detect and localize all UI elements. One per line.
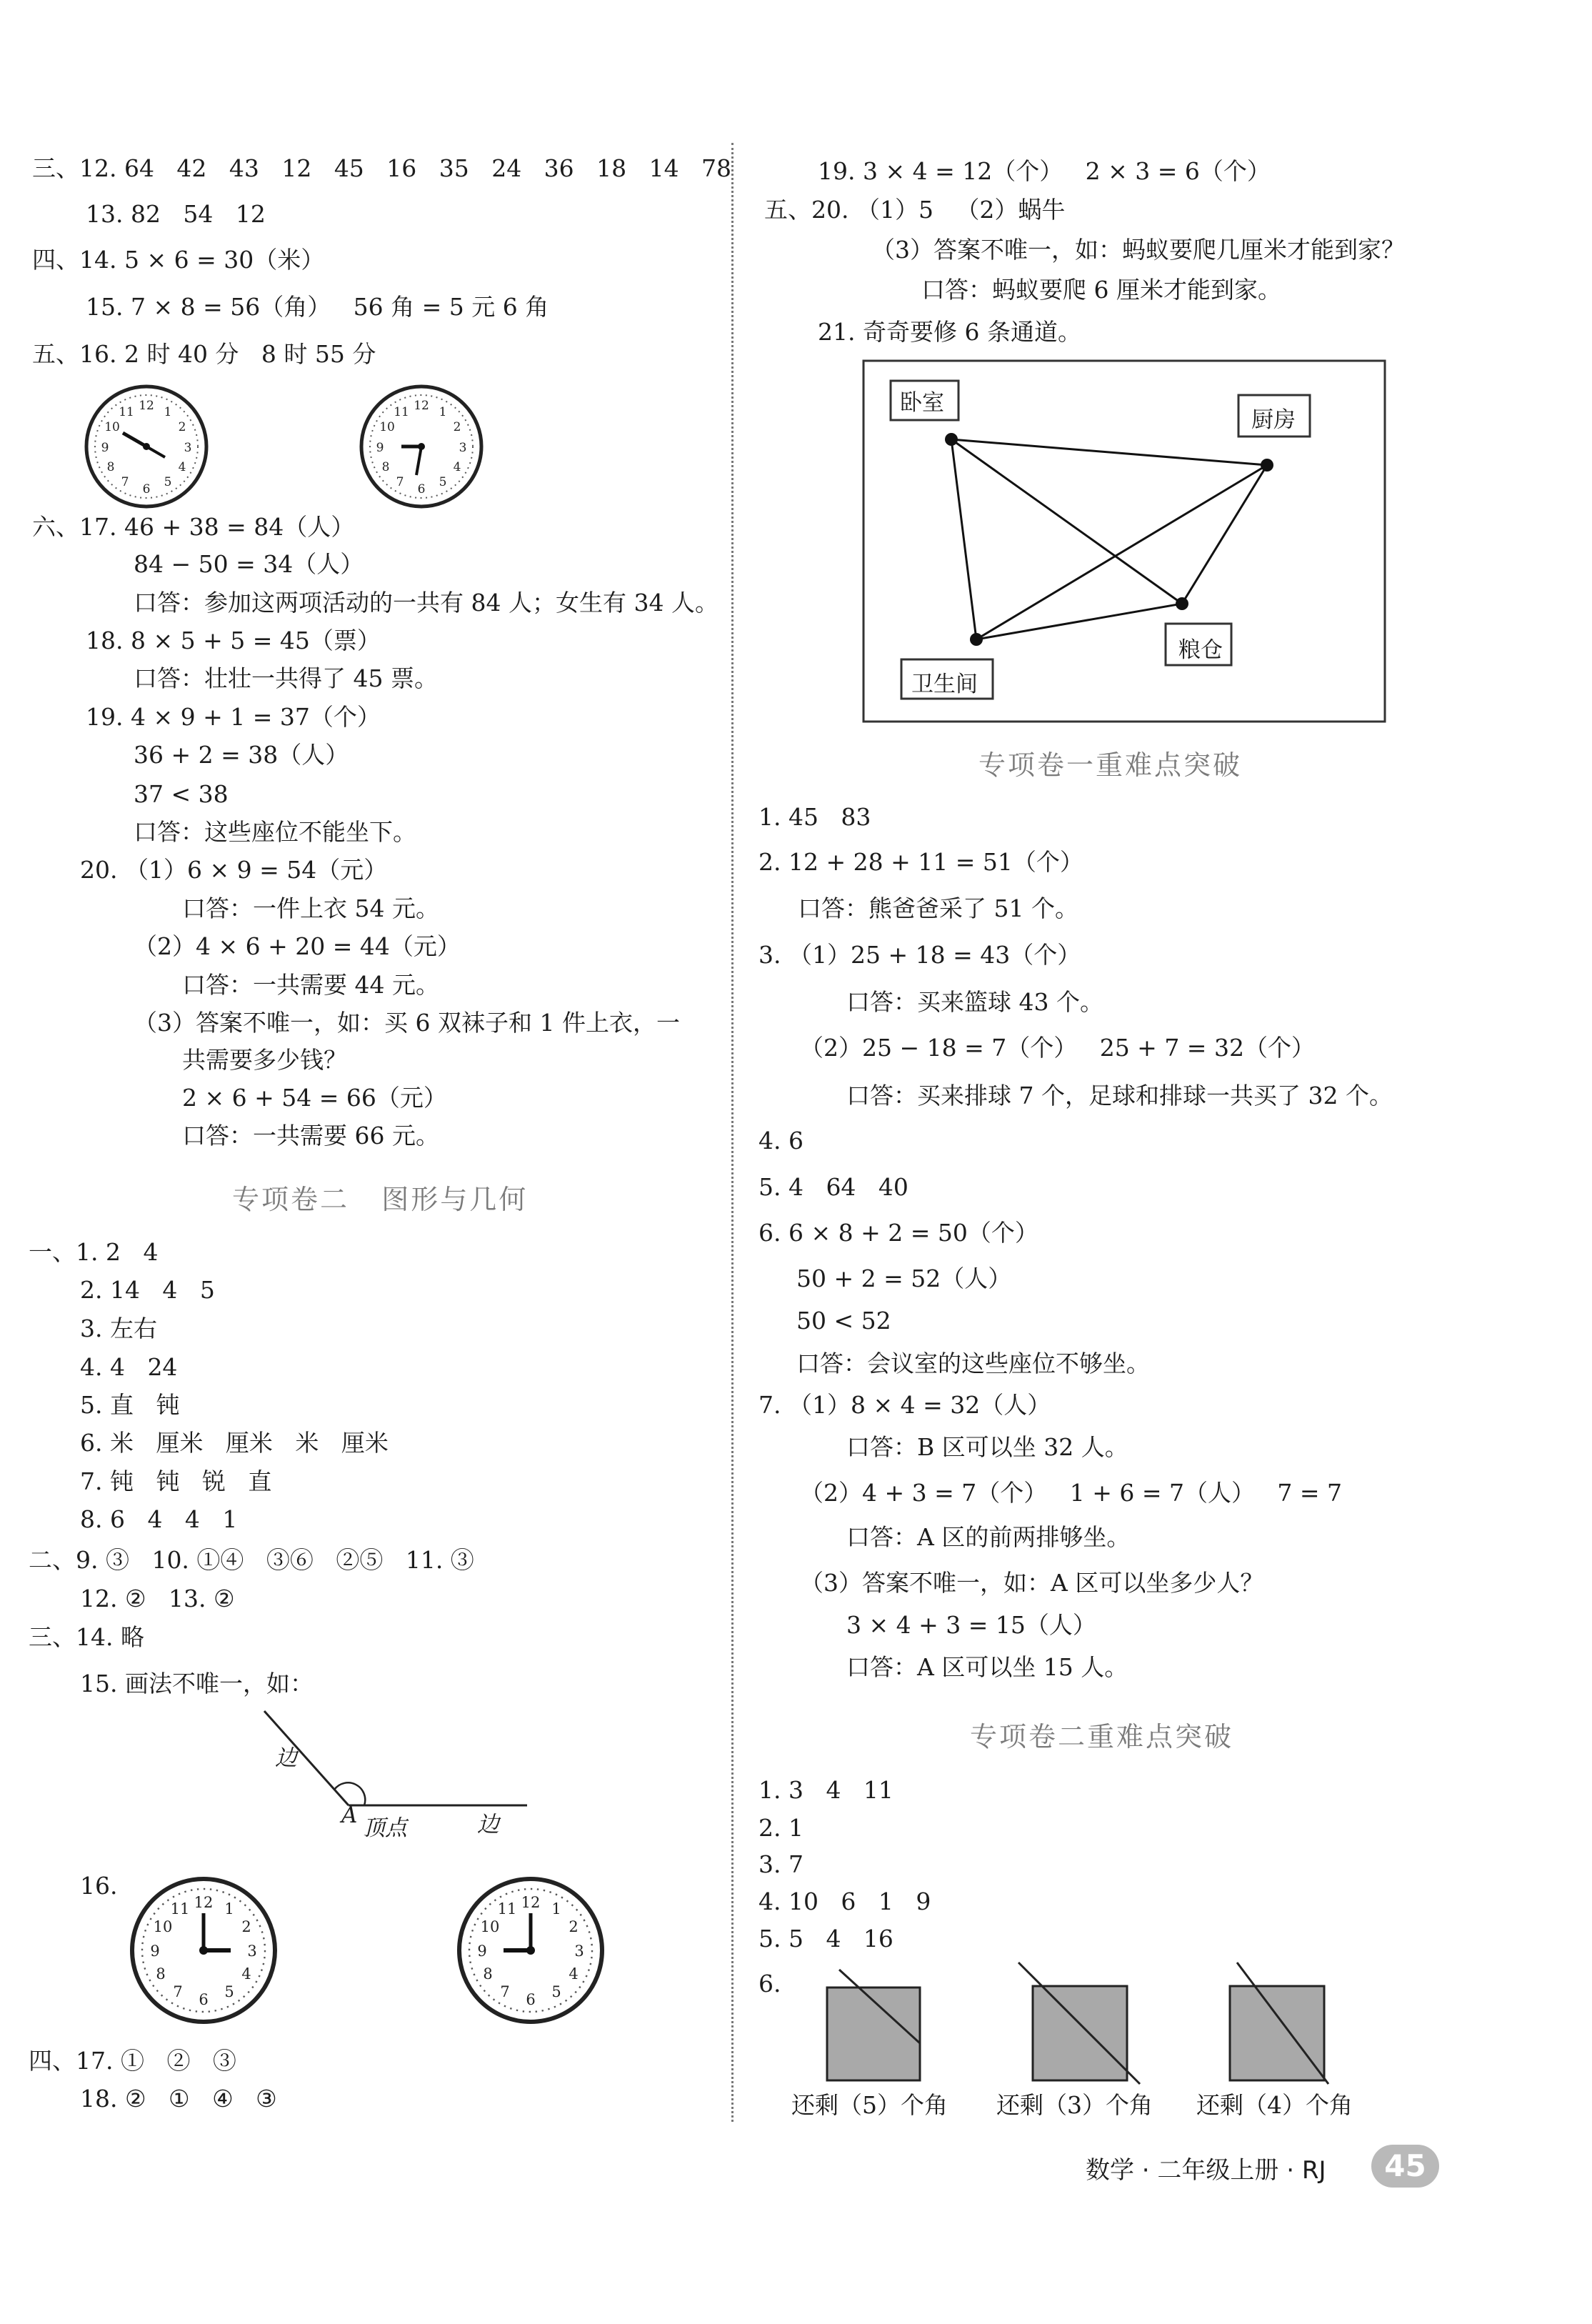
answer-line: 六、17. 46 + 38 = 84（人） (32, 513, 355, 541)
svg-text:11: 11 (119, 405, 134, 419)
svg-text:3: 3 (459, 441, 467, 455)
answer-line: 5. 4 64 40 (759, 1173, 908, 1201)
answer-line: 2. 14 4 5 (80, 1276, 215, 1304)
answer-line: 口答：一共需要 44 元。 (182, 971, 439, 999)
svg-text:3: 3 (574, 1943, 584, 1960)
answer-line: 口答：会议室的这些座位不够坐。 (796, 1350, 1150, 1377)
svg-text:8: 8 (156, 1965, 166, 1983)
answer-line: 3 × 4 + 3 = 15（人） (846, 1611, 1096, 1639)
svg-text:9: 9 (376, 441, 384, 455)
cut-square-diagram-1 (814, 1959, 921, 2088)
answer-line: 50 < 52 (796, 1307, 891, 1335)
clock-icon-3-00 (129, 1875, 279, 2025)
svg-text:4: 4 (569, 1965, 579, 1983)
angle-vertex-letter: A (341, 1802, 358, 1828)
svg-text:10: 10 (104, 420, 120, 434)
svg-text:8: 8 (381, 460, 390, 474)
answer-line: 2. 12 + 28 + 11 = 51（个） (759, 848, 1083, 876)
answer-line: 36 + 2 = 38（人） (134, 741, 349, 769)
answer-line: 19. 3 × 4 = 12（个） 2 × 3 = 6（个） (818, 157, 1271, 185)
answer-line: 口答：熊爸爸采了 51 个。 (798, 894, 1078, 922)
column-divider (731, 143, 734, 2122)
answer-line: 13. 82 54 12 (86, 200, 266, 228)
answer-line: 口答：一共需要 66 元。 (182, 1122, 439, 1149)
answer-line: 口答：壮壮一共得了 45 票。 (134, 664, 438, 692)
answer-line: 15. 画法不唯一，如： (80, 1670, 314, 1697)
svg-text:12: 12 (194, 1894, 214, 1911)
answer-line: （2）4 × 6 + 20 = 44（元） (134, 932, 461, 960)
answer-line: （2）4 + 3 = 7（个） 1 + 6 = 7（人） 7 = 7 (800, 1479, 1343, 1507)
answer-line: 5. 5 4 16 (759, 1925, 893, 1953)
answer-line: 1. 3 4 11 (759, 1776, 893, 1804)
answer-line: 三、14. 略 (29, 1623, 144, 1651)
answer-line: 7. 钝 钝 锐 直 (80, 1467, 272, 1495)
answer-line: 7. （1）8 × 4 = 32（人） (759, 1391, 1051, 1419)
answer-line: 口答：蚂蚁要爬 6 厘米才能到家。 (921, 276, 1281, 304)
svg-text:7: 7 (500, 1983, 510, 2000)
answer-line: 口答：一件上衣 54 元。 (182, 894, 439, 922)
svg-text:1: 1 (224, 1900, 234, 1917)
svg-text:4: 4 (241, 1965, 251, 1983)
svg-text:2: 2 (569, 1918, 579, 1935)
room-label-kitchen: 厨房 (1251, 407, 1296, 433)
answer-line: 一、1. 2 4 (29, 1238, 159, 1266)
angle-vertex-label: 顶点 (363, 1815, 407, 1841)
svg-text:2: 2 (453, 420, 461, 434)
answer-line: 12. ② 13. ② (80, 1585, 235, 1612)
answer-line: 口答：A 区可以坐 15 人。 (846, 1653, 1128, 1681)
square-caption: 还剩（5）个角 (791, 2091, 948, 2119)
answer-line: 4. 10 6 1 9 (759, 1887, 931, 1915)
svg-text:10: 10 (153, 1918, 173, 1935)
answer-line: 37 < 38 (134, 780, 229, 808)
svg-text:6: 6 (526, 1991, 536, 2008)
answer-line: （3）答案不唯一，如：A 区可以坐多少人？ (800, 1569, 1264, 1597)
answer-line: 三、12. 64 42 43 12 45 16 35 24 36 18 14 78 (32, 154, 732, 182)
room-label-bedroom: 卧室 (900, 390, 944, 416)
answer-line: 口答：买来篮球 43 个。 (846, 988, 1103, 1016)
svg-text:11: 11 (497, 1900, 517, 1917)
svg-text:5: 5 (551, 1983, 561, 2000)
clock-icon-9-00 (456, 1875, 606, 2025)
svg-text:9: 9 (101, 441, 109, 455)
svg-text:3: 3 (247, 1943, 257, 1960)
clock-icon-2-40 (82, 382, 211, 511)
answer-line: 18. ② ① ④ ③ (80, 2085, 277, 2113)
answer-line: 1. 45 83 (759, 803, 871, 831)
answer-line: （2）25 − 18 = 7（个） 25 + 7 = 32（个） (800, 1034, 1315, 1062)
svg-text:8: 8 (483, 1965, 493, 1983)
answer-line: 3. （1）25 + 18 = 43（个） (759, 941, 1081, 969)
svg-text:9: 9 (150, 1943, 160, 1960)
answer-line: 18. 8 × 5 + 5 = 45（票） (86, 627, 381, 654)
svg-text:5: 5 (224, 1983, 234, 2000)
svg-text:10: 10 (379, 420, 395, 434)
answer-line: 84 − 50 = 34（人） (134, 550, 364, 578)
svg-text:6: 6 (417, 482, 426, 497)
section-title: 专项卷一重难点突破 (978, 749, 1243, 781)
svg-text:7: 7 (121, 475, 129, 489)
square-caption: 还剩（3）个角 (996, 2091, 1153, 2119)
room-label-granary: 粮仓 (1178, 637, 1223, 663)
answer-line: 8. 6 4 4 1 (80, 1505, 238, 1533)
svg-text:7: 7 (173, 1983, 183, 2000)
svg-text:2: 2 (241, 1918, 251, 1935)
answer-line: 四、17. ① ② ③ (29, 2047, 236, 2075)
svg-text:1: 1 (164, 405, 172, 419)
answer-line: 6. 6 × 8 + 2 = 50（个） (759, 1219, 1038, 1247)
answer-line: 2 × 6 + 54 = 66（元） (182, 1084, 447, 1112)
svg-text:10: 10 (480, 1918, 500, 1935)
svg-text:6: 6 (142, 482, 151, 497)
svg-text:8: 8 (106, 460, 115, 474)
clock-icon-8-55 (357, 382, 486, 511)
answer-line: 19. 4 × 9 + 1 = 37（个） (86, 703, 381, 731)
answer-line: 4. 6 (759, 1127, 803, 1154)
answer-line: 5. 直 钝 (80, 1391, 180, 1419)
answer-line: 15. 7 × 8 = 56（角） 56 角 = 5 元 6 角 (86, 293, 549, 321)
room-label-bathroom: 卫生间 (911, 672, 978, 697)
answer-line: 21. 奇奇要修 6 条通道。 (818, 318, 1081, 346)
answer-line: 3. 7 (759, 1850, 803, 1878)
answer-line: 16. (80, 1872, 118, 1900)
angle-edge-label: 边 (477, 1812, 499, 1837)
answer-line: 4. 4 24 (80, 1353, 178, 1381)
answer-line: 五、16. 2 时 40 分 8 时 55 分 (32, 340, 376, 368)
answer-line: 五、20. （1）5 （2）蜗牛 (764, 196, 1066, 224)
answer-line: 6. (759, 1970, 781, 1998)
answer-line: 四、14. 5 × 6 = 30（米） (32, 246, 325, 274)
cut-square-diagram-2 (1006, 1959, 1141, 2088)
page-number-badge: 45 (1371, 2145, 1439, 2188)
section-title: 专项卷二重难点突破 (970, 1721, 1234, 1752)
svg-text:1: 1 (551, 1900, 561, 1917)
svg-text:11: 11 (170, 1900, 190, 1917)
answer-line: 共需要多少钱？ (182, 1046, 347, 1074)
svg-text:4: 4 (453, 460, 461, 474)
answer-line: （3）答案不唯一，如：蚂蚁要爬几厘米才能到家？ (871, 236, 1405, 264)
svg-text:2: 2 (178, 420, 186, 434)
angle-edge-label: 边 (275, 1745, 297, 1771)
svg-text:1: 1 (439, 405, 447, 419)
svg-text:12: 12 (521, 1894, 541, 1911)
svg-text:9: 9 (477, 1943, 487, 1960)
answer-line: 口答：B 区可以坐 32 人。 (846, 1433, 1128, 1461)
svg-text:12: 12 (139, 399, 154, 413)
section-title: 专项卷二 图形与几何 (232, 1184, 529, 1215)
answer-line: 3. 左右 (80, 1315, 157, 1342)
answer-line: 50 + 2 = 52（人） (796, 1265, 1012, 1292)
answer-line: 2. 1 (759, 1814, 803, 1842)
svg-text:4: 4 (178, 460, 186, 474)
answer-line: 二、9. ③ 10. ①④ ③⑥ ②⑤ 11. ③ (29, 1546, 474, 1574)
footer-book-info: 数学 · 二年级上册 · RJ (1086, 2156, 1326, 2185)
answer-line: 口答：参加这两项活动的一共有 84 人；女生有 34 人。 (134, 589, 719, 617)
answer-line: 20. （1）6 × 9 = 54（元） (80, 856, 388, 884)
square-caption: 还剩（4）个角 (1196, 2091, 1353, 2119)
answer-line: 口答：买来排球 7 个，足球和排球一共买了 32 个。 (846, 1082, 1393, 1109)
answer-line: 6. 米 厘米 厘米 米 厘米 (80, 1429, 389, 1457)
answer-line: 口答：A 区的前两排够坐。 (846, 1523, 1131, 1551)
svg-text:5: 5 (439, 475, 447, 489)
answer-line: 口答：这些座位不能坐下。 (134, 818, 416, 846)
svg-text:12: 12 (414, 399, 429, 413)
svg-text:3: 3 (184, 441, 192, 455)
svg-text:7: 7 (396, 475, 404, 489)
svg-text:5: 5 (164, 475, 172, 489)
cut-square-diagram-3 (1208, 1959, 1330, 2088)
svg-text:6: 6 (199, 1991, 209, 2008)
answer-line: （3）答案不唯一，如：买 6 双袜子和 1 件上衣，一 (134, 1009, 680, 1037)
svg-text:11: 11 (394, 405, 409, 419)
